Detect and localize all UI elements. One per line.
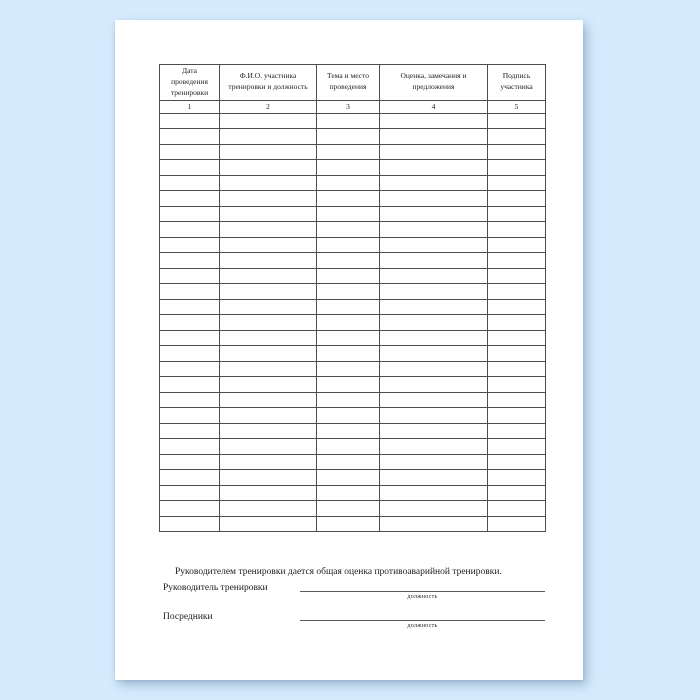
empty-cell xyxy=(160,175,220,191)
empty-cell xyxy=(160,129,220,145)
empty-cell xyxy=(488,346,546,362)
empty-cell xyxy=(160,454,220,470)
empty-cell xyxy=(317,408,380,424)
empty-cell xyxy=(317,361,380,377)
column-number: 2 xyxy=(220,100,317,113)
empty-cell xyxy=(160,516,220,532)
empty-cell xyxy=(317,470,380,486)
empty-cell xyxy=(488,516,546,532)
empty-cell xyxy=(380,299,488,315)
signature-line xyxy=(300,612,545,621)
table-row xyxy=(160,237,546,253)
empty-cell xyxy=(317,191,380,207)
empty-cell xyxy=(220,160,317,176)
column-number: 4 xyxy=(380,100,488,113)
empty-cell xyxy=(317,330,380,346)
empty-cell xyxy=(317,392,380,408)
empty-cell xyxy=(488,113,546,129)
table-row xyxy=(160,191,546,207)
empty-cell xyxy=(220,237,317,253)
empty-cell xyxy=(317,454,380,470)
empty-cell xyxy=(488,268,546,284)
signature-field-leader xyxy=(300,583,545,601)
training-log-table xyxy=(159,64,546,532)
signature-label-leader: Руководитель тренировки xyxy=(163,583,268,593)
empty-cell xyxy=(380,222,488,238)
empty-cell xyxy=(160,222,220,238)
empty-cell xyxy=(488,408,546,424)
table-row xyxy=(160,284,546,300)
empty-cell xyxy=(160,160,220,176)
empty-cell xyxy=(220,191,317,207)
empty-cell xyxy=(220,284,317,300)
empty-cell xyxy=(160,268,220,284)
empty-cell xyxy=(488,392,546,408)
table-row xyxy=(160,330,546,346)
empty-cell xyxy=(220,113,317,129)
table-row xyxy=(160,222,546,238)
general-evaluation-note: Руководителем тренировки дается общая оценка противоаварийной тренировки. xyxy=(175,567,502,577)
table-row xyxy=(160,315,546,331)
empty-cell xyxy=(380,516,488,532)
table-row xyxy=(160,423,546,439)
empty-cell xyxy=(317,160,380,176)
empty-cell xyxy=(380,144,488,160)
empty-cell xyxy=(220,470,317,486)
empty-cell xyxy=(380,253,488,269)
signature-field-mediators xyxy=(300,612,545,630)
signature-line xyxy=(300,583,545,592)
table-row xyxy=(160,485,546,501)
empty-cell xyxy=(380,423,488,439)
empty-cell xyxy=(160,206,220,222)
empty-cell xyxy=(220,454,317,470)
empty-cell xyxy=(220,516,317,532)
empty-cell xyxy=(488,191,546,207)
empty-cell xyxy=(380,206,488,222)
signature-caption: должность xyxy=(407,623,438,629)
table-row xyxy=(160,470,546,486)
table-row xyxy=(160,206,546,222)
empty-cell xyxy=(317,222,380,238)
empty-cell xyxy=(160,284,220,300)
empty-cell xyxy=(317,268,380,284)
empty-cell xyxy=(380,377,488,393)
empty-cell xyxy=(317,175,380,191)
empty-cell xyxy=(220,330,317,346)
signature-row-leader xyxy=(163,583,545,601)
table-row xyxy=(160,175,546,191)
empty-cell xyxy=(488,315,546,331)
empty-cell xyxy=(220,144,317,160)
empty-cell xyxy=(317,129,380,145)
column-header-signature: Подпись участника xyxy=(488,65,546,101)
empty-cell xyxy=(220,253,317,269)
table-header-row xyxy=(160,65,546,101)
empty-cell xyxy=(317,485,380,501)
table-row xyxy=(160,129,546,145)
empty-cell xyxy=(160,191,220,207)
column-header-date: Дата проведения тренировки xyxy=(160,65,220,101)
table-row xyxy=(160,361,546,377)
empty-cell xyxy=(317,253,380,269)
empty-cell xyxy=(488,485,546,501)
empty-cell xyxy=(160,253,220,269)
table-row xyxy=(160,144,546,160)
empty-cell xyxy=(380,284,488,300)
empty-cell xyxy=(380,160,488,176)
table-row xyxy=(160,346,546,362)
table-row xyxy=(160,408,546,424)
empty-cell xyxy=(220,485,317,501)
empty-cell xyxy=(380,485,488,501)
empty-cell xyxy=(317,144,380,160)
empty-cell xyxy=(220,222,317,238)
table-row xyxy=(160,392,546,408)
table-row xyxy=(160,439,546,455)
empty-cell xyxy=(380,175,488,191)
table-row xyxy=(160,377,546,393)
empty-cell xyxy=(220,299,317,315)
empty-cell xyxy=(488,330,546,346)
empty-cell xyxy=(380,470,488,486)
table-row xyxy=(160,454,546,470)
empty-cell xyxy=(160,144,220,160)
empty-cell xyxy=(317,299,380,315)
empty-cell xyxy=(160,299,220,315)
empty-cell xyxy=(488,160,546,176)
empty-cell xyxy=(220,129,317,145)
column-header-topic-place: Тема и место проведения xyxy=(317,65,380,101)
signature-caption: должность xyxy=(407,594,438,600)
empty-cell xyxy=(220,315,317,331)
empty-cell xyxy=(317,423,380,439)
table-row xyxy=(160,516,546,532)
empty-cell xyxy=(220,206,317,222)
empty-cell xyxy=(488,501,546,517)
empty-cell xyxy=(317,315,380,331)
empty-cell xyxy=(380,113,488,129)
empty-cell xyxy=(488,144,546,160)
empty-cell xyxy=(488,284,546,300)
empty-cell xyxy=(317,501,380,517)
empty-cell xyxy=(317,516,380,532)
column-number-row xyxy=(160,100,546,113)
empty-cell xyxy=(380,237,488,253)
empty-cell xyxy=(160,315,220,331)
empty-cell xyxy=(220,392,317,408)
empty-cell xyxy=(488,470,546,486)
empty-cell xyxy=(380,129,488,145)
column-header-participant: Ф.И.О. участника тренировки и должность xyxy=(220,65,317,101)
empty-cell xyxy=(488,253,546,269)
table-row xyxy=(160,253,546,269)
column-number: 1 xyxy=(160,100,220,113)
empty-cell xyxy=(488,439,546,455)
empty-cell xyxy=(160,485,220,501)
empty-cell xyxy=(380,315,488,331)
empty-cell xyxy=(488,129,546,145)
empty-cell xyxy=(160,346,220,362)
empty-cell xyxy=(160,439,220,455)
signature-label-mediators: Посредники xyxy=(163,612,213,622)
empty-cell xyxy=(488,361,546,377)
table-row xyxy=(160,299,546,315)
empty-cell xyxy=(488,299,546,315)
empty-cell xyxy=(488,222,546,238)
column-header-evaluation: Оценка, замечания и предложения xyxy=(380,65,488,101)
empty-cell xyxy=(317,206,380,222)
empty-cell xyxy=(380,191,488,207)
empty-cell xyxy=(160,423,220,439)
empty-cell xyxy=(488,454,546,470)
empty-cell xyxy=(160,501,220,517)
empty-cell xyxy=(160,470,220,486)
empty-cell xyxy=(220,268,317,284)
table-row xyxy=(160,160,546,176)
empty-cell xyxy=(220,439,317,455)
empty-cell xyxy=(160,408,220,424)
empty-cell xyxy=(317,346,380,362)
empty-cell xyxy=(220,501,317,517)
empty-cell xyxy=(220,423,317,439)
empty-cell xyxy=(317,439,380,455)
empty-cell xyxy=(160,361,220,377)
empty-cell xyxy=(220,175,317,191)
empty-cell xyxy=(160,330,220,346)
table-row xyxy=(160,113,546,129)
column-number: 3 xyxy=(317,100,380,113)
empty-cell xyxy=(488,206,546,222)
empty-cell xyxy=(380,346,488,362)
empty-cell xyxy=(380,392,488,408)
empty-cell xyxy=(488,423,546,439)
column-number: 5 xyxy=(488,100,546,113)
empty-cell xyxy=(160,392,220,408)
empty-cell xyxy=(160,237,220,253)
empty-cell xyxy=(220,377,317,393)
empty-cell xyxy=(317,377,380,393)
empty-cell xyxy=(488,377,546,393)
table-row xyxy=(160,501,546,517)
document-page xyxy=(115,20,583,680)
empty-cell xyxy=(160,377,220,393)
empty-cell xyxy=(488,237,546,253)
empty-cell xyxy=(220,408,317,424)
signature-row-mediators xyxy=(163,612,545,630)
empty-cell xyxy=(160,113,220,129)
empty-cell xyxy=(317,113,380,129)
empty-cell xyxy=(220,346,317,362)
empty-cell xyxy=(380,439,488,455)
empty-cell xyxy=(220,361,317,377)
empty-cell xyxy=(380,408,488,424)
empty-cell xyxy=(380,454,488,470)
empty-cell xyxy=(380,501,488,517)
empty-cell xyxy=(488,175,546,191)
empty-cell xyxy=(380,268,488,284)
empty-cell xyxy=(380,361,488,377)
empty-cell xyxy=(380,330,488,346)
empty-cell xyxy=(317,237,380,253)
table-row xyxy=(160,268,546,284)
empty-cell xyxy=(317,284,380,300)
table-body xyxy=(160,113,546,532)
